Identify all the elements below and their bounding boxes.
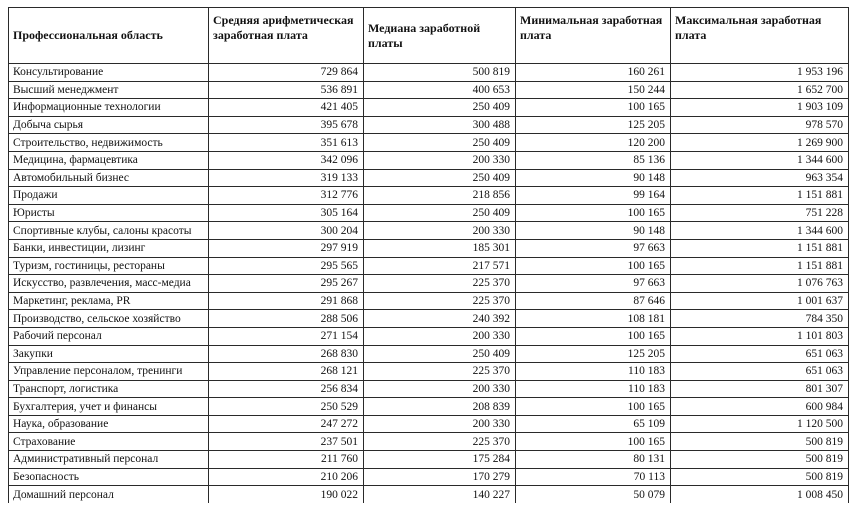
- table-row: [9, 486, 849, 503]
- table-row: [9, 363, 849, 381]
- cell-median-salary: 200 330: [364, 327, 516, 345]
- cell-max-salary: 784 350: [671, 310, 849, 328]
- cell-min-salary: 100 165: [516, 99, 671, 117]
- cell-professional-area: Информационные технологии: [9, 99, 209, 117]
- cell-professional-area: Спортивные клубы, салоны красоты: [9, 222, 209, 240]
- cell-min-salary: 160 261: [516, 64, 671, 82]
- cell-median-salary: 175 284: [364, 451, 516, 469]
- cell-median-salary: 240 392: [364, 310, 516, 328]
- cell-professional-area: Высший менеджмент: [9, 81, 209, 99]
- cell-median-salary: 250 409: [364, 99, 516, 117]
- table-row: [9, 222, 849, 240]
- cell-professional-area: Страхование: [9, 433, 209, 451]
- cell-min-salary: 100 165: [516, 257, 671, 275]
- table-row: [9, 169, 849, 187]
- cell-median-salary: 250 409: [364, 134, 516, 152]
- cell-max-salary: 1 076 763: [671, 275, 849, 293]
- cell-min-salary: 50 079: [516, 486, 671, 503]
- cell-average-salary: 421 405: [209, 99, 364, 117]
- cell-professional-area: Юристы: [9, 204, 209, 222]
- header-average-salary: Средняя арифметическая заработная плата: [209, 8, 364, 64]
- table-row: [9, 433, 849, 451]
- cell-professional-area: Туризм, гостиницы, рестораны: [9, 257, 209, 275]
- table-row: [9, 345, 849, 363]
- header-row: [9, 8, 849, 64]
- cell-min-salary: 120 200: [516, 134, 671, 152]
- cell-max-salary: 978 570: [671, 116, 849, 134]
- cell-professional-area: Рабочий персонал: [9, 327, 209, 345]
- cell-min-salary: 87 646: [516, 292, 671, 310]
- cell-max-salary: 963 354: [671, 169, 849, 187]
- cell-max-salary: 1 652 700: [671, 81, 849, 99]
- table-row: [9, 310, 849, 328]
- cell-max-salary: 1 151 881: [671, 187, 849, 205]
- cell-average-salary: 300 204: [209, 222, 364, 240]
- cell-average-salary: 305 164: [209, 204, 364, 222]
- cell-average-salary: 247 272: [209, 415, 364, 433]
- cell-professional-area: Строительство, недвижимость: [9, 134, 209, 152]
- cell-median-salary: 400 653: [364, 81, 516, 99]
- cell-max-salary: 1 001 637: [671, 292, 849, 310]
- cell-average-salary: 271 154: [209, 327, 364, 345]
- table-row: [9, 380, 849, 398]
- table-row: [9, 398, 849, 416]
- cell-median-salary: 300 488: [364, 116, 516, 134]
- table-row: [9, 187, 849, 205]
- cell-average-salary: 210 206: [209, 468, 364, 486]
- cell-professional-area: Консультирование: [9, 64, 209, 82]
- cell-average-salary: 288 506: [209, 310, 364, 328]
- table-row: [9, 64, 849, 82]
- cell-median-salary: 250 409: [364, 204, 516, 222]
- cell-professional-area: Управление персоналом, тренинги: [9, 363, 209, 381]
- table-row: [9, 99, 849, 117]
- cell-professional-area: Наука, образование: [9, 415, 209, 433]
- cell-median-salary: 225 370: [364, 292, 516, 310]
- table-body: [9, 64, 849, 503]
- cell-max-salary: 651 063: [671, 363, 849, 381]
- cell-average-salary: 237 501: [209, 433, 364, 451]
- table-row: [9, 134, 849, 152]
- cell-average-salary: 536 891: [209, 81, 364, 99]
- cell-min-salary: 125 205: [516, 116, 671, 134]
- cell-min-salary: 125 205: [516, 345, 671, 363]
- cell-min-salary: 110 183: [516, 363, 671, 381]
- cell-max-salary: 801 307: [671, 380, 849, 398]
- cell-min-salary: 90 148: [516, 222, 671, 240]
- cell-professional-area: Маркетинг, реклама, PR: [9, 292, 209, 310]
- cell-professional-area: Транспорт, логистика: [9, 380, 209, 398]
- cell-min-salary: 90 148: [516, 169, 671, 187]
- cell-median-salary: 208 839: [364, 398, 516, 416]
- cell-average-salary: 268 830: [209, 345, 364, 363]
- cell-median-salary: 225 370: [364, 433, 516, 451]
- cell-min-salary: 80 131: [516, 451, 671, 469]
- cell-professional-area: Продажи: [9, 187, 209, 205]
- cell-median-salary: 200 330: [364, 222, 516, 240]
- salary-table: [8, 7, 849, 503]
- cell-max-salary: 651 063: [671, 345, 849, 363]
- cell-median-salary: 200 330: [364, 380, 516, 398]
- cell-min-salary: 100 165: [516, 327, 671, 345]
- cell-average-salary: 295 267: [209, 275, 364, 293]
- cell-median-salary: 500 819: [364, 64, 516, 82]
- table-row: [9, 415, 849, 433]
- cell-average-salary: 342 096: [209, 151, 364, 169]
- cell-min-salary: 65 109: [516, 415, 671, 433]
- cell-average-salary: 256 834: [209, 380, 364, 398]
- cell-max-salary: 1 120 500: [671, 415, 849, 433]
- cell-min-salary: 70 113: [516, 468, 671, 486]
- cell-min-salary: 100 165: [516, 398, 671, 416]
- cell-average-salary: 319 133: [209, 169, 364, 187]
- cell-average-salary: 268 121: [209, 363, 364, 381]
- cell-max-salary: 500 819: [671, 468, 849, 486]
- cell-professional-area: Безопасность: [9, 468, 209, 486]
- cell-max-salary: 500 819: [671, 451, 849, 469]
- cell-max-salary: 1 101 803: [671, 327, 849, 345]
- cell-professional-area: Добыча сырья: [9, 116, 209, 134]
- cell-min-salary: 108 181: [516, 310, 671, 328]
- header-median-salary: Медиана заработной платы: [364, 8, 516, 64]
- cell-median-salary: 250 409: [364, 169, 516, 187]
- cell-professional-area: Медицина, фармацевтика: [9, 151, 209, 169]
- cell-max-salary: 1 344 600: [671, 151, 849, 169]
- cell-average-salary: 250 529: [209, 398, 364, 416]
- cell-min-salary: 97 663: [516, 239, 671, 257]
- cell-median-salary: 200 330: [364, 415, 516, 433]
- cell-average-salary: 351 613: [209, 134, 364, 152]
- cell-min-salary: 97 663: [516, 275, 671, 293]
- cell-median-salary: 140 227: [364, 486, 516, 503]
- table-header: [9, 8, 849, 64]
- cell-professional-area: Бухгалтерия, учет и финансы: [9, 398, 209, 416]
- cell-average-salary: 297 919: [209, 239, 364, 257]
- header-professional-area: Профессиональная область: [9, 8, 209, 64]
- cell-average-salary: 312 776: [209, 187, 364, 205]
- cell-min-salary: 85 136: [516, 151, 671, 169]
- cell-average-salary: 295 565: [209, 257, 364, 275]
- table-row: [9, 151, 849, 169]
- table-row: [9, 257, 849, 275]
- cell-max-salary: 600 984: [671, 398, 849, 416]
- cell-max-salary: 500 819: [671, 433, 849, 451]
- table-row: [9, 204, 849, 222]
- cell-min-salary: 99 164: [516, 187, 671, 205]
- cell-max-salary: 1 953 196: [671, 64, 849, 82]
- cell-professional-area: Автомобильный бизнес: [9, 169, 209, 187]
- table-row: [9, 451, 849, 469]
- cell-professional-area: Банки, инвестиции, лизинг: [9, 239, 209, 257]
- cell-median-salary: 225 370: [364, 275, 516, 293]
- cell-professional-area: Закупки: [9, 345, 209, 363]
- table-row: [9, 239, 849, 257]
- cell-professional-area: Административный персонал: [9, 451, 209, 469]
- cell-average-salary: 211 760: [209, 451, 364, 469]
- table-row: [9, 468, 849, 486]
- table-row: [9, 327, 849, 345]
- cell-min-salary: 100 165: [516, 204, 671, 222]
- cell-max-salary: 1 151 881: [671, 257, 849, 275]
- cell-average-salary: 729 864: [209, 64, 364, 82]
- table-row: [9, 116, 849, 134]
- cell-median-salary: 217 571: [364, 257, 516, 275]
- cell-median-salary: 185 301: [364, 239, 516, 257]
- cell-average-salary: 190 022: [209, 486, 364, 503]
- cell-min-salary: 110 183: [516, 380, 671, 398]
- table-row: [9, 81, 849, 99]
- cell-median-salary: 200 330: [364, 151, 516, 169]
- table-row: [9, 275, 849, 293]
- cell-median-salary: 218 856: [364, 187, 516, 205]
- cell-average-salary: 395 678: [209, 116, 364, 134]
- cell-max-salary: 1 903 109: [671, 99, 849, 117]
- cell-professional-area: Производство, сельское хозяйство: [9, 310, 209, 328]
- cell-average-salary: 291 868: [209, 292, 364, 310]
- cell-median-salary: 225 370: [364, 363, 516, 381]
- cell-max-salary: 751 228: [671, 204, 849, 222]
- cell-median-salary: 170 279: [364, 468, 516, 486]
- cell-max-salary: 1 151 881: [671, 239, 849, 257]
- header-max-salary: Максимальная заработная плата: [671, 8, 849, 64]
- cell-professional-area: Искусство, развлечения, масс-медиа: [9, 275, 209, 293]
- table-row: [9, 292, 849, 310]
- header-min-salary: Минимальная заработная плата: [516, 8, 671, 64]
- cell-max-salary: 1 344 600: [671, 222, 849, 240]
- cell-max-salary: 1 008 450: [671, 486, 849, 503]
- cell-professional-area: Домашний персонал: [9, 486, 209, 503]
- cell-max-salary: 1 269 900: [671, 134, 849, 152]
- cell-median-salary: 250 409: [364, 345, 516, 363]
- cell-min-salary: 100 165: [516, 433, 671, 451]
- cell-min-salary: 150 244: [516, 81, 671, 99]
